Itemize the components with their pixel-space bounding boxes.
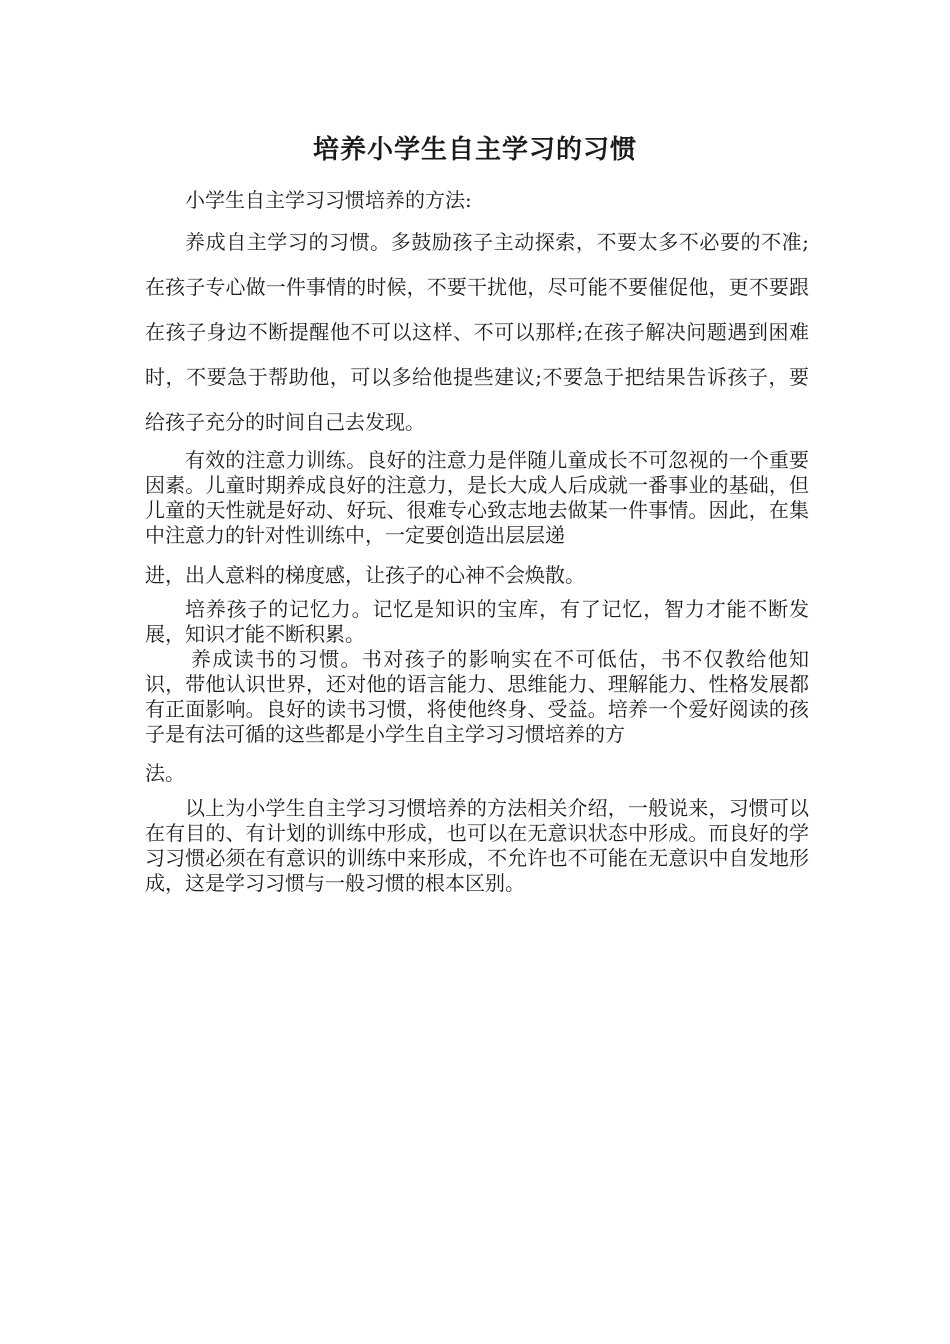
paragraph-reading: 养成读书的习惯。书对孩子的影响实在不可低估，书不仅教给他知识，带他认识世界，还对他的语言能力、思维能力、理解能力、性格发展都有正面影响。良好的读书习惯，将使他终身、受益。培养一个爱好阅读的孩子是有法可循的这些都是小学生自主学习习惯培养的方 xyxy=(145,647,809,746)
paragraph-self-study: 养成自主学习的习惯。多鼓励孩子主动探索，不要太多不必要的不准;在孩子专心做一件事情的时候，不要干扰他，尽可能不要催促他，更不要跟在孩子身边不断提醒他不可以这样、不可以那样;在孩子解决问题遇到困难时，不要急于帮助他，可以多给他提些建议;不要急于把结果告诉孩子，要给孩子充分的时间自己去发现。 xyxy=(145,230,809,434)
paragraph-attention: 有效的注意力训练。良好的注意力是伴随儿童成长不可忽视的一个重要因素。儿童时期养成良好的注意力，是长大成人后成就一番事业的基础，但儿童的天性就是好动、好玩、很难专心致志地去做某一件事情。因此，在集中注意力的针对性训练中，一定要创造出层层递 xyxy=(145,448,809,547)
intro-paragraph: 小学生自主学习习惯培养的方法: xyxy=(185,188,472,212)
paragraph-attention-continued: 进，出人意料的梯度感，让孩子的心神不会焕散。 xyxy=(145,563,585,587)
paragraph-summary: 以上为小学生自主学习习惯培养的方法相关介绍，一般说来，习惯可以在有目的、有计划的训练中形成，也可以在无意识状态中形成。而良好的学习习惯必须在有意识的训练中来形成，不允许也不可能在无意识中自发地形成，这是学习习惯与一般习惯的根本区别。 xyxy=(145,796,809,895)
paragraph-memory: 培养孩子的记忆力。记忆是知识的宝库，有了记忆，智力才能不断发展，知识才能不断积累。 xyxy=(145,597,809,646)
paragraph-reading-continued: 法。 xyxy=(145,761,185,785)
document-title: 培养小学生自主学习的习惯 xyxy=(312,135,637,165)
